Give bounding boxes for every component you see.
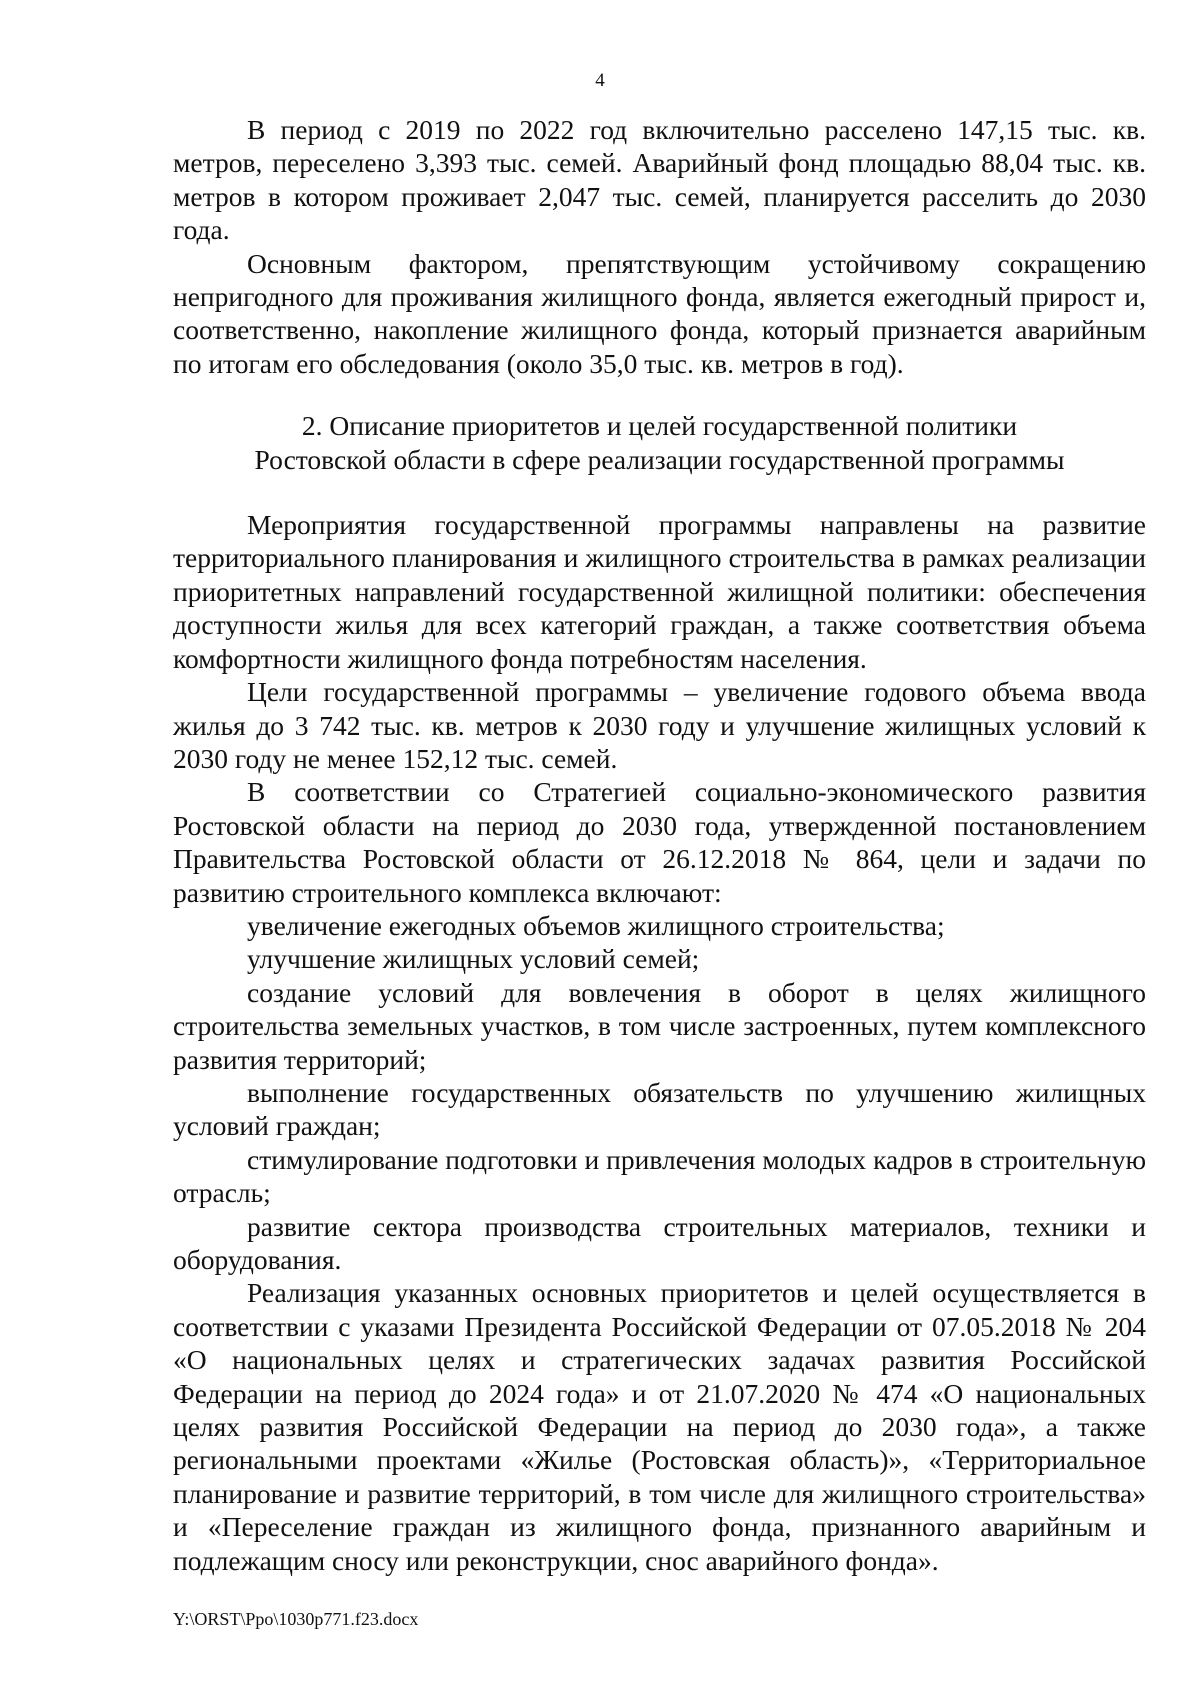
paragraph-program-goals: Цели государственной программы – увеличение годового объема ввода жилья до 3 742 тыс. кв. метров к 2030 году и улучшение жилищных условий к 2030 году не менее 152,12 тыс. семей. xyxy=(173,676,1146,774)
page-number: 4 xyxy=(595,70,605,91)
list-item-living-conditions: улучшение жилищных условий семей; xyxy=(247,943,700,975)
paragraph-program-activities: Мероприятия государственной программы направлены на развитие территориального планирования и жилищного строительства в рамках реализации приоритетных направлений государственной жилищной политики: обеспечения доступности жилья для всех категорий граждан, а также соответствия объема комфортности жилищного фонда потребностям населения. xyxy=(173,509,1146,674)
section-heading-line-1: 2. Описание приоритетов и целей государственной политики xyxy=(301,410,1018,442)
list-item-land-involvement: создание условий для вовлечения в оборот в целях жилищного строительства земельных участков, в том числе застроенных, путем комплексного развития территорий; xyxy=(173,976,1146,1075)
list-item-materials-sector: развитие сектора производства строительных материалов, техники и оборудования. xyxy=(173,1210,1146,1275)
section-heading-line-2: Ростовской области в сфере реализации государственной программы xyxy=(254,443,1065,475)
list-item-housing-volume: увеличение ежегодных объемов жилищного строительства; xyxy=(247,909,945,941)
document-file-path: Y:\ORST\Ppo\1030p771.f23.docx xyxy=(173,1609,419,1629)
paragraph-implementation: Реализация указанных основных приоритетов и целей осуществляется в соответствии с указами Президента Российской Федерации от 07.05.2018 № 204 «О национальных целях и стратегических задачах развития Российской Федерации на период до 2024 года» и от 21.07.2020 № 474 «О национальных целях развития Российской Федерации на период до 2030 года», а также региональными проектами «Жилье (Ростовская область)», «Территориальное планирование и развитие территорий, в том числе для жилищного строительства» и «Переселение граждан из жилищного фонда, признанного аварийным и подлежащим сносу или реконструкции, снос аварийного фонда». xyxy=(173,1277,1146,1576)
list-item-state-obligations: выполнение государственных обязательств по улучшению жилищных условий граждан; xyxy=(173,1076,1146,1142)
document-body xyxy=(173,113,1146,1577)
list-item-young-personnel: стимулирование подготовки и привлечения молодых кадров в строительную отрасль; xyxy=(173,1143,1146,1209)
section-heading xyxy=(173,409,1146,476)
paragraph-strategy: В соответствии со Стратегией социально-экономического развития Ростовской области на период до 2030 года, утвержденной постановлением Правительства Ростовской области от 26.12.2018 № 864, цели и задачи по развитию строительного комплекса включают: xyxy=(173,776,1146,908)
paragraph-resettlement-results: В период с 2019 по 2022 год включительно расселено 147,15 тыс. кв. метров, переселено 3,393 тыс. семей. Аварийный фонд площадью 88,04 тыс. кв. метров в котором проживает 2,047 тыс. семей, планируется расселить до 2030 года. xyxy=(173,114,1146,246)
paragraph-main-factor: Основным фактором, препятствующим устойчивому сокращению непригодного для проживания жилищного фонда, является ежегодный прирост и, соответственно, накопление жилищного фонда, который признается аварийным по итогам его обследования (около 35,0 тыс. кв. метров в год). xyxy=(173,247,1146,379)
